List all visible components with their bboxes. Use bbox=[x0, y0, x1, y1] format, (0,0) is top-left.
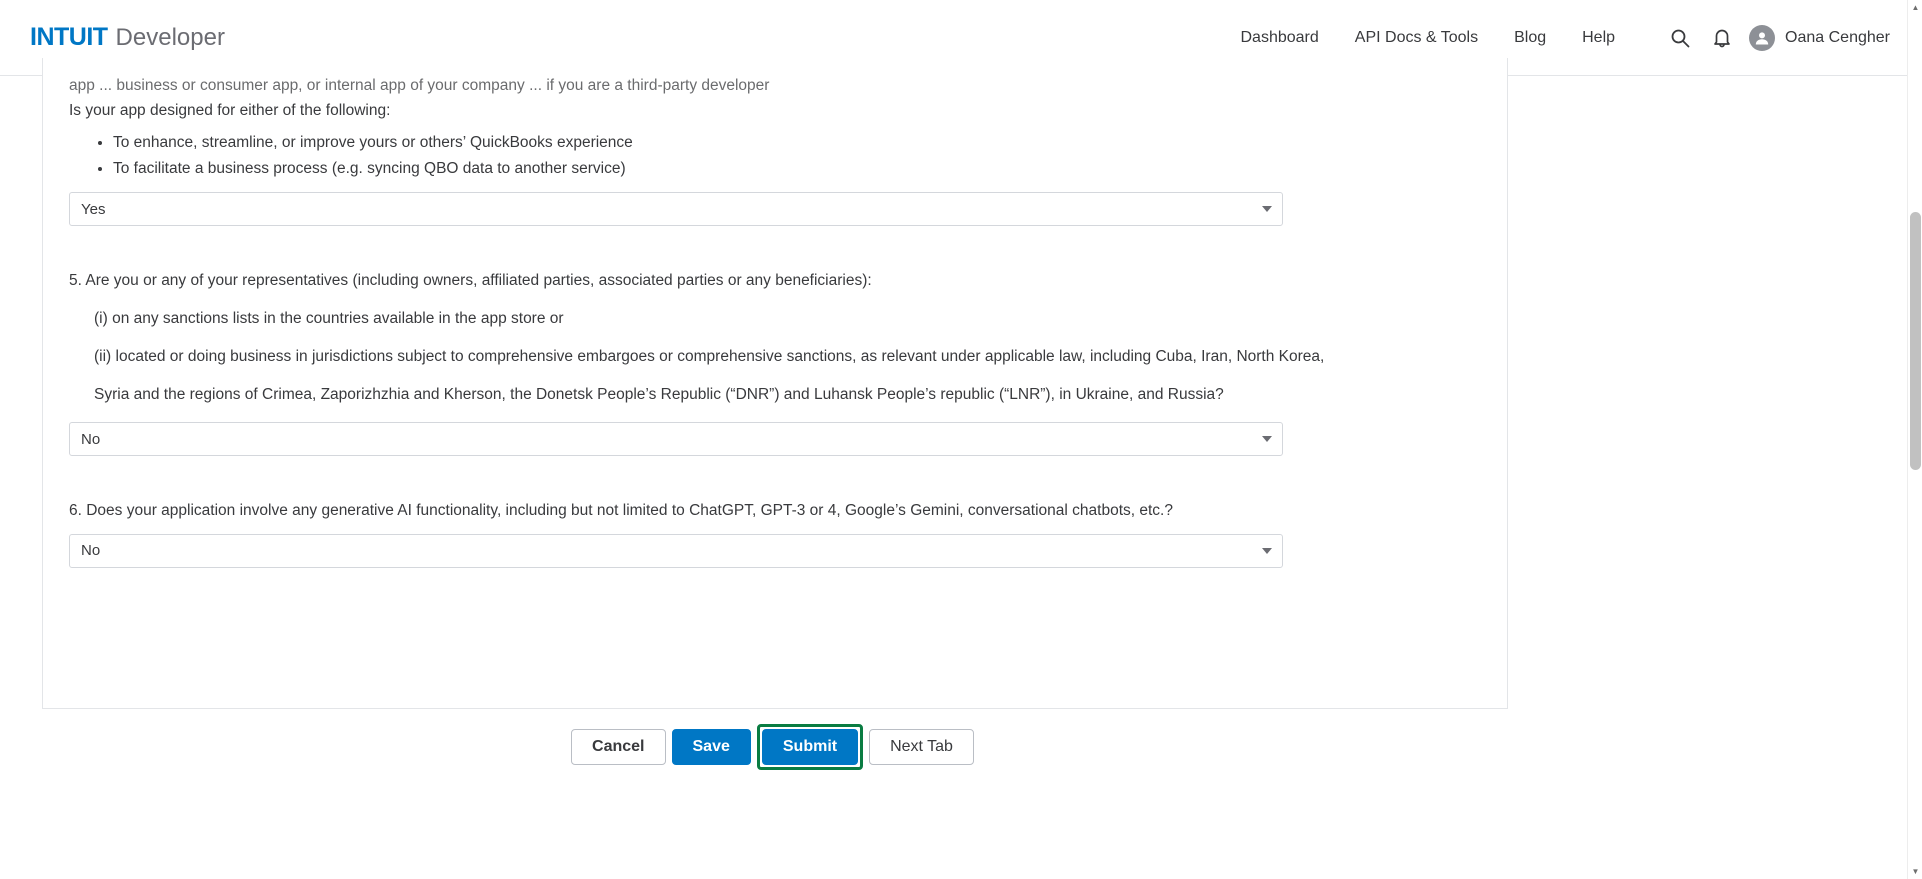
question-6 bbox=[69, 500, 1481, 567]
question-6-select-wrap bbox=[69, 534, 1283, 568]
question-5-line-ii-b: Syria and the regions of Crimea, Zaporizhzhia and Kherson, the Donetsk People’s Republic (“DNR”) and Luhansk People’s republic (“LNR”), in Ukraine, and Russia? bbox=[94, 386, 1224, 404]
user-menu[interactable] bbox=[1749, 25, 1890, 51]
avatar bbox=[1749, 25, 1775, 51]
scroll-down-arrow-icon[interactable]: ▼ bbox=[1911, 867, 1920, 876]
spacer-1 bbox=[69, 236, 1481, 270]
question-4-dropdown[interactable] bbox=[69, 192, 1283, 226]
spacer-2 bbox=[69, 466, 1481, 500]
nav-dashboard[interactable]: Dashboard bbox=[1240, 28, 1319, 46]
question-6-prompt: 6. Does your application involve any generative AI functionality, including but not limited to ChatGPT, GPT-3 or 4, Google’s Gemini, conversational chatbots, etc.? bbox=[69, 502, 1173, 520]
question-4-prompt: Is your app designed for either of the following: bbox=[69, 102, 391, 119]
question-4 bbox=[69, 100, 1481, 226]
search-icon[interactable] bbox=[1659, 17, 1701, 59]
question-5-dropdown[interactable] bbox=[69, 422, 1283, 456]
page-content bbox=[0, 76, 1920, 879]
logo-developer-text: Developer bbox=[115, 24, 225, 51]
nav-help[interactable]: Help bbox=[1582, 28, 1616, 46]
submit-button-highlight bbox=[757, 724, 863, 770]
main-navigation bbox=[1223, 17, 1921, 59]
form-actions bbox=[0, 724, 1545, 770]
clipped-question-text: app ... business or consumer app, or internal app of your company ... if you are a third-party developer bbox=[69, 77, 770, 94]
save-button[interactable]: Save bbox=[672, 729, 751, 765]
user-name-label: Oana Cengher bbox=[1785, 28, 1890, 46]
question-4-bullets bbox=[69, 132, 1481, 180]
next-tab-button[interactable]: Next Tab bbox=[869, 729, 974, 765]
question-5 bbox=[69, 270, 1481, 456]
header-icon-group bbox=[1659, 17, 1890, 59]
cancel-button[interactable]: Cancel bbox=[571, 729, 665, 765]
nav-api-docs-tools[interactable]: API Docs & Tools bbox=[1354, 28, 1479, 46]
logo-intuit-text: INTUIT bbox=[30, 23, 108, 51]
question-5-line-i: (i) on any sanctions lists in the countries available in the app store or bbox=[94, 310, 564, 328]
scroll-up-arrow-icon[interactable]: ▲ bbox=[1911, 3, 1920, 12]
question-5-line-ii-a: (ii) located or doing business in jurisdictions subject to comprehensive embargoes or comprehensive sanctions, as relevant under applicable law, including Cuba, Iran, North Korea, bbox=[94, 348, 1325, 366]
question-5-select-wrap bbox=[69, 422, 1283, 456]
question-6-dropdown[interactable] bbox=[69, 534, 1283, 568]
question-4-bullet-1: • To enhance, streamline, or improve yours or others’ QuickBooks experience bbox=[113, 132, 1481, 154]
bell-icon[interactable] bbox=[1701, 17, 1743, 59]
submit-button[interactable]: Submit bbox=[762, 729, 858, 765]
app-assessment-form-card bbox=[42, 58, 1508, 709]
question-4-select-wrap bbox=[69, 192, 1283, 226]
question-4-bullet-2: • To facilitate a business process (e.g. syncing QBO data to another service) bbox=[113, 158, 1481, 180]
page-scrollbar[interactable] bbox=[1907, 0, 1922, 879]
intuit-developer-logo[interactable] bbox=[30, 23, 225, 52]
nav-blog[interactable]: Blog bbox=[1514, 28, 1547, 46]
scrollbar-thumb[interactable] bbox=[1910, 212, 1921, 470]
question-5-prompt: 5. Are you or any of your representatives (including owners, affiliated parties, associated parties or any beneficiaries): bbox=[69, 272, 872, 290]
